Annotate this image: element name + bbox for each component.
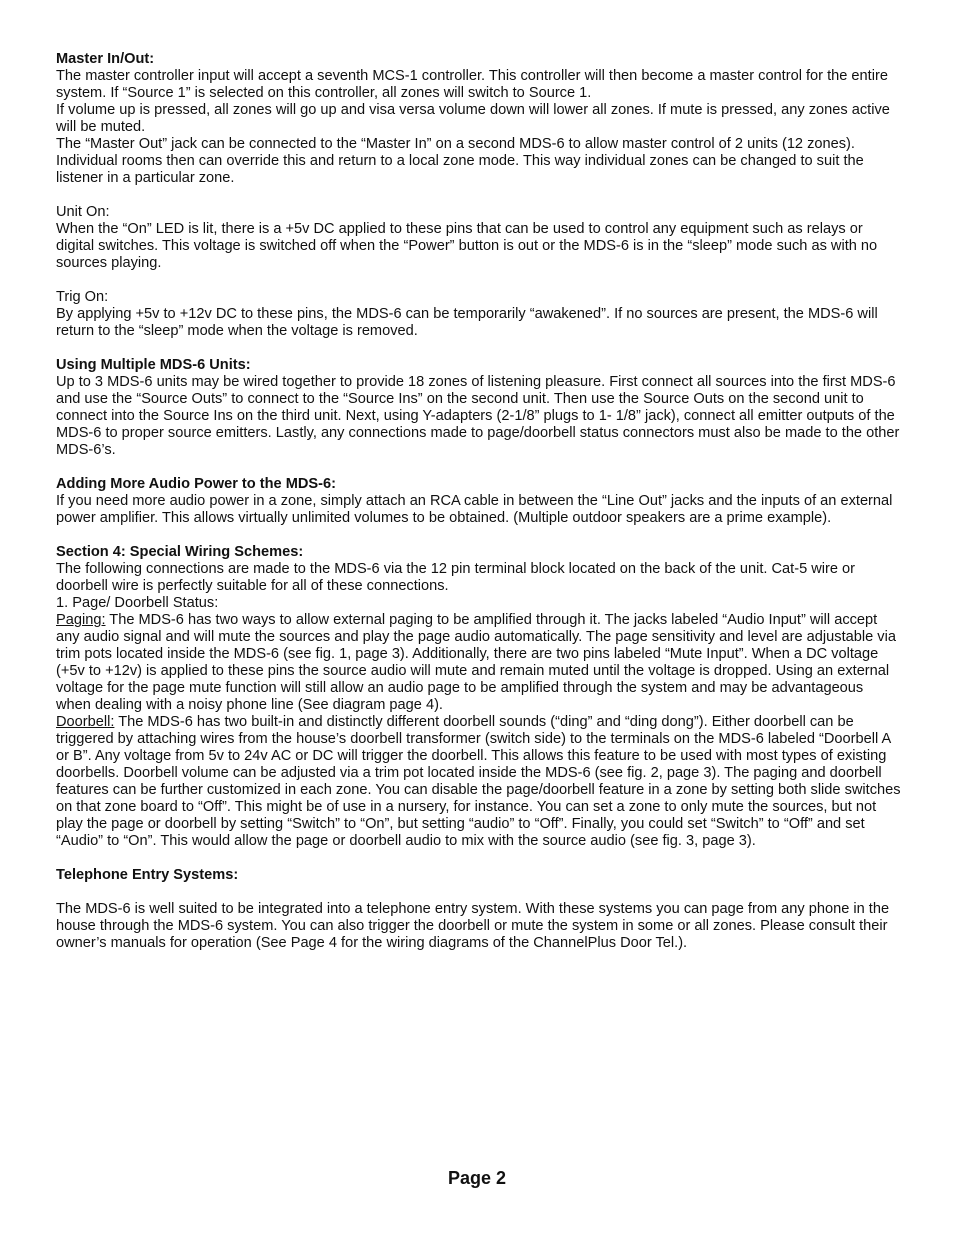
unit-on-body: When the “On” LED is lit, there is a +5v DC applied to these pins that can be used to control any equipment such as relays or digital switches. This voltage is switched off when the “Power” button is out or the MDS-6 is in the “sleep” mode such as with no sources playing.: [56, 221, 878, 271]
spacer: [56, 272, 902, 289]
document-body: [56, 51, 902, 952]
master-paragraph-2: If volume up is pressed, all zones will go up and visa versa volume down will lower all zones. If mute is pressed, any zones active will be muted.: [56, 102, 890, 135]
spacer: [56, 340, 902, 357]
multiple-units-body: Up to 3 MDS-6 units may be wired together to provide 18 zones of listening pleasure. First connect all sources into the first MDS-6 and use the “Source Outs” to connect to the “Source Ins” on the second unit. Then use the Source Outs on the second unit to connect into the Source Ins on the third unit. Next, using Y-adapters (2-1/8” plugs to 1- 1/8” jack), connect all emitter outputs of the MDS-6 to proper source emitters. Lastly, any connections made to page/doorbell status connectors must also be made to the other MDS-6’s.: [56, 374, 900, 458]
telephone-heading: Telephone Entry Systems:: [56, 867, 239, 883]
doorbell-body: The MDS-6 has two built-in and distinctly different doorbell sounds (“ding” and “ding dong”). Either doorbell can be triggered by attaching wires from the house’s doorbell transformer (switch side) to the terminals on the MDS-6 labeled “Doorbell A or B”. Any voltage from 5v to 24v AC or DC will trigger the doorbell. This allows this feature to be used with most types of existing doorbells. Doorbell volume can be adjusted via a trim pot located inside the MDS-6 (see fig. 2, page 3). The paging and doorbell features can be further customized in each zone. You can disable the page/doorbell feature in a zone by setting both slide switches on that zone board to “Off”. This might be of use in a nursery, for instance. You can set a zone to only mute the sources, but not play the page or doorbell by setting “Switch” to “On”, but setting “audio” to “Off”. Finally, you could set “Switch” to “Off” and set “Audio” to “On”. This would allow the page or doorbell audio to mix with the source audio (see fig. 3, page 3).: [56, 714, 901, 849]
spacer: [56, 850, 902, 867]
section4-intro: The following connections are made to the MDS-6 via the 12 pin terminal block located on the back of the unit. Cat-5 wire or doorbell wire is perfectly suitable for all of these connections.: [56, 561, 856, 594]
trig-on-body: By applying +5v to +12v DC to these pins, the MDS-6 can be temporarily “awakened”. If no sources are present, the MDS-6 will return to the “sleep” mode when the voltage is removed.: [56, 306, 878, 339]
master-paragraph-1: The master controller input will accept a seventh MCS-1 controller. This controller will then become a master control for the entire system. If “Source 1” is selected on this controller, all zones will switch to Source 1.: [56, 68, 888, 101]
paging-body: The MDS-6 has two ways to allow external paging to be amplified through it. The jacks labeled “Audio Input” will accept any audio signal and will mute the sources and play the page audio automatically. The page sensitivity and level are adjustable via trim pots located inside the MDS-6 (see fig. 1, page 3). Additionally, there are two pins labeled “Mute Input”. When a DC voltage (+5v to +12v) is applied to these pins the source audio will mute and remain muted until the voltage is dropped. Using an external voltage for the page mute function will still allow an audio page to be amplified through the system and may be advantageous when dealing with a noisy phone line (See diagram page 4).: [56, 612, 896, 713]
master-heading: Master In/Out:: [56, 51, 155, 67]
unit-on-heading: Unit On:: [56, 204, 110, 220]
page-number: Page 2: [447, 1168, 507, 1188]
master-paragraph-3: The “Master Out” jack can be connected to the “Master In” on a second MDS-6 to allow master control of 2 units (12 zones). Individual rooms then can override this and return to a local zone mode. This way individual zones can be changed to suit the listener in a particular zone.: [56, 136, 864, 186]
audio-power-body: If you need more audio power in a zone, simply attach an RCA cable in between the “Line Out” jacks and the inputs of an external power amplifier. This allows virtually unlimited volumes to be obtained. (Multiple outdoor speakers are a prime example).: [56, 493, 893, 526]
spacer: [56, 187, 902, 204]
telephone-body: The MDS-6 is well suited to be integrated into a telephone entry system. With these systems you can page from any phone in the house through the MDS-6 system. You can also trigger the doorbell or mute the system in some or all zones. Please consult their owner’s manuals for operation (See Page 4 for the wiring diagrams of the ChannelPlus Door Tel.).: [56, 901, 890, 951]
spacer: [56, 527, 902, 544]
doorbell-paragraph: [56, 714, 902, 850]
paging-paragraph: [56, 612, 902, 714]
multiple-units-heading: Using Multiple MDS-6 Units:: [56, 357, 251, 373]
spacer: [56, 884, 902, 901]
doorbell-label: Doorbell:: [56, 714, 115, 730]
spacer: [56, 459, 902, 476]
trig-on-heading: Trig On:: [56, 289, 109, 305]
paging-label: Paging:: [56, 612, 106, 628]
audio-power-heading: Adding More Audio Power to the MDS-6:: [56, 476, 336, 492]
section4-heading: Section 4: Special Wiring Schemes:: [56, 544, 304, 560]
section4-item-1: 1. Page/ Doorbell Status:: [56, 595, 219, 611]
